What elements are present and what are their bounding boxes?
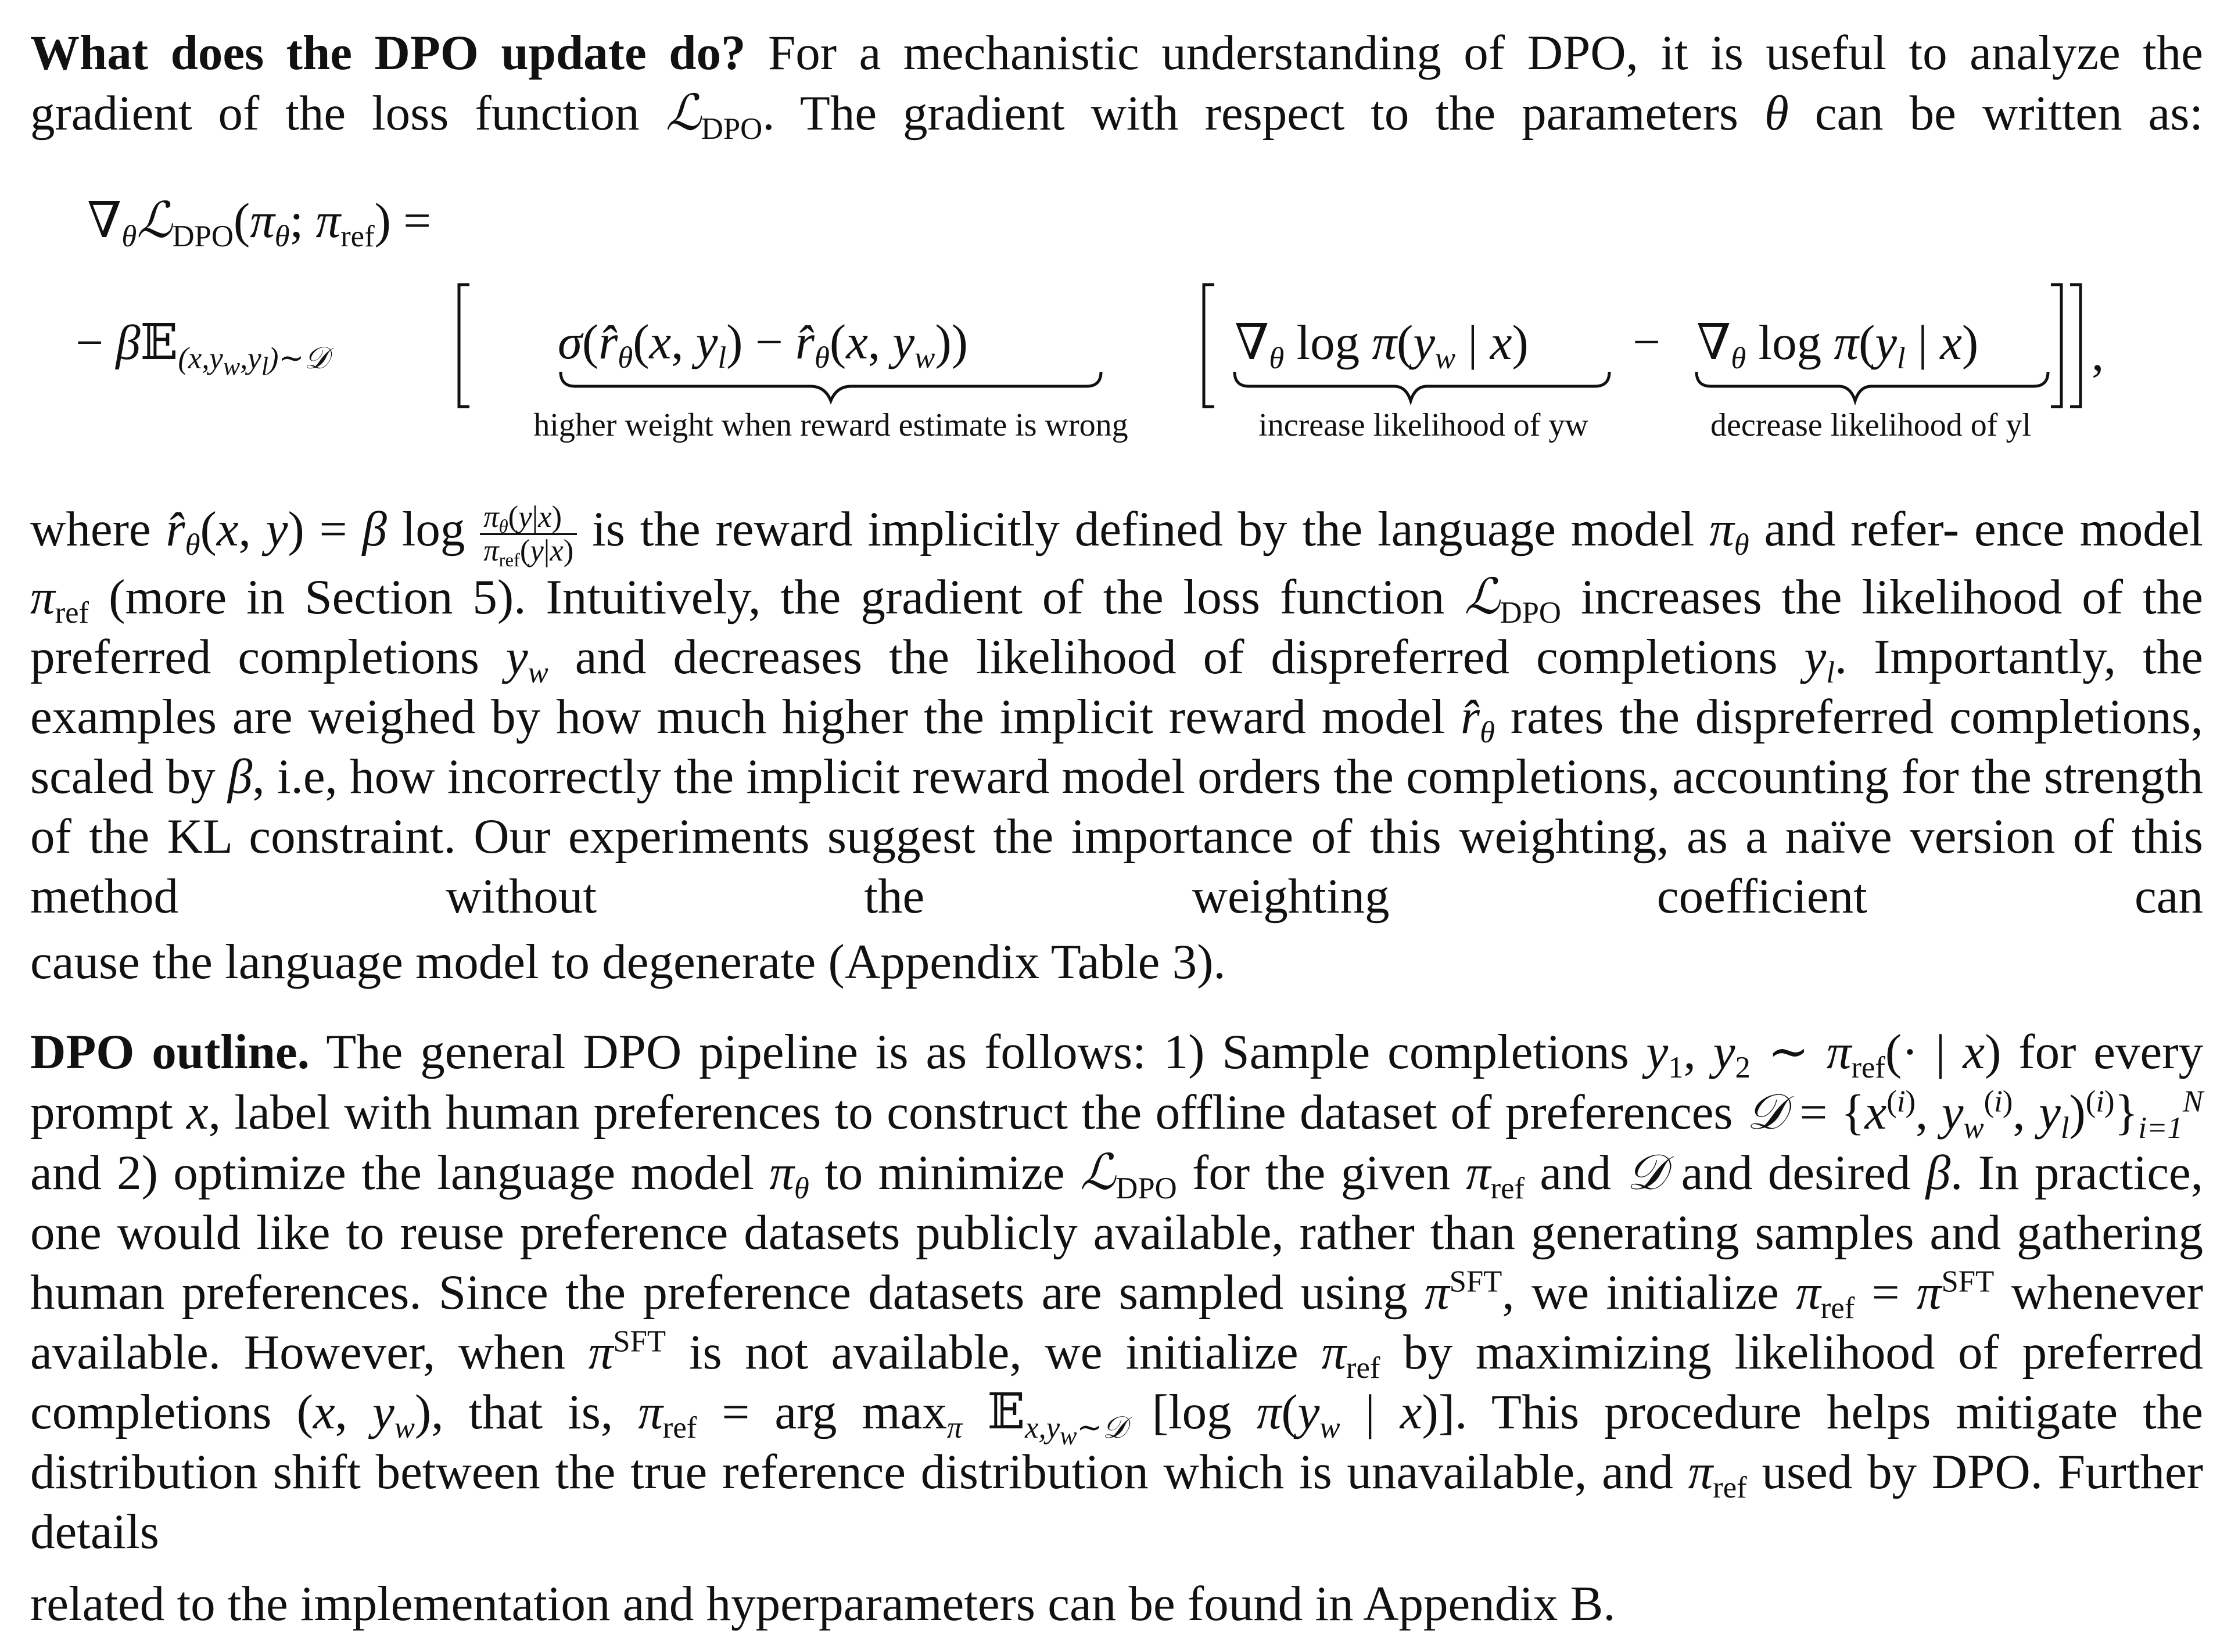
- grad-log-preferred: $\nabla_\theta$ $\log \pi(y_w$ | x): [1235, 315, 1529, 375]
- paragraph-dpo-outline: DPO outline. The general DPO pipeline is as follows: 1) Sample completions $y_1$, $y_2$ ∼ $\pi_{ref}(\cdot$ | x) for every prompt x, label with human preferences to construct the offline dataset of preferences 𝒟 = {$x^{(i)}$, $y_w^{(i)}$, $y_l)^{(i)}\}_{i=1}^N$ and 2) optimize the language model $\pi_\theta$ to minimize ℒ$_{DPO}$ for the given $\pi_{ref}$ and 𝒟 and desired β. In practice, one would like to reuse preference datasets publicly available, rather than generating samples and gathering human preferences. Since the preference datasets are sampled using $\pi^{SFT}$, we initialize $\pi_{ref} = \pi^{SFT}$ whenever available. However, when $\pi^{SFT}$ is not available, we initialize $\pi_{ref}$ by maximizing likelihood of preferred completions (x, $y_w$), that is, $\pi_{ref}$ = arg $\max_\pi$ 𝔼$_{x,y_w\sim 𝒟}$ [log $\pi(y_w$ | x)]. This procedure helps mitigate the distribution shift between the true reference distribution which is unavailable, and $\pi_{ref}$ used by DPO. Further details: [30, 1025, 2204, 1559]
- paragraph-dpo-update-intro: What does the DPO update do? For a mechanistic understanding of DPO, it is useful to analyze the gradient of the loss function ℒ$_{DPO}$. The gradient with respect to the parameters θ can be written as:: [30, 26, 2204, 146]
- label-higher-weight: higher weight when reward estimate is wrong: [533, 407, 1128, 443]
- gradient-equation-prefix: − β𝔼$_{(x,y_w,y_l)\sim 𝒟}$: [76, 315, 329, 381]
- section-heading-dpo-outline: DPO outline.: [30, 1025, 310, 1079]
- label-decrease-likelihood: decrease likelihood of yl: [1710, 407, 2031, 443]
- paragraph-gradient-explanation-last-line: cause the language model to degenerate (Appendix Table 3).: [30, 935, 1226, 989]
- equation-comma: ,: [2092, 326, 2104, 381]
- weight-term: $\sigma(r̂_\theta(x$, $y_l$) − $r̂_\theta(x$, $y_w$)): [558, 315, 968, 375]
- gradient-equation-lhs: $\nabla_\theta ℒ_{DPO}(\pi_\theta$; $\pi_{ref}$) =: [87, 192, 432, 253]
- paragraph-dpo-outline-last-line: related to the implementation and hyperparameters can be found in Appendix B.: [30, 1576, 1616, 1631]
- paragraph-gradient-explanation: where $r̂_\theta(x$, y) = β log $\frac{\pi_\theta(y|x)}{\pi_{ref}(y|x)}$ is the reward implicitly defined by the language model $\pi_\theta$ and refer- ence model $\pi_{ref}$ (more in Section 5). Intuitively, the gradient of the loss function ℒ$_{DPO}$ increases the likelihood of the preferred completions $y_w$ and decreases the likelihood of dispreferred completions $y_l$. Importantly, the examples are weighed by how much higher the implicit reward model $r̂_\theta$ rates the dispreferred completions, scaled by β, i.e, how incorrectly the implicit reward model orders the completions, accounting for the strength of the KL constraint. Our experiments suggest the importance of this weighting, as a naïve version of this method without the weighting coefficient can: [30, 500, 2204, 924]
- grad-log-dispreferred: $\nabla_\theta$ $\log \pi(y_l$ | x): [1696, 315, 1979, 375]
- label-increase-likelihood: increase likelihood of yw: [1258, 407, 1588, 443]
- minus-sign: −: [1633, 315, 1660, 369]
- section-heading-dpo-update: What does the DPO update do?: [30, 26, 746, 80]
